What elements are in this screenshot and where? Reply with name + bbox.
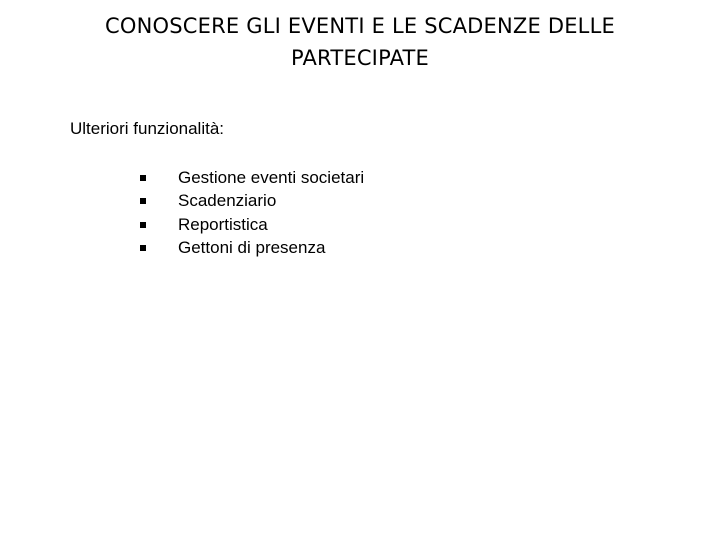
list-item-label: Gettoni di presenza xyxy=(178,238,326,258)
square-bullet-icon xyxy=(140,222,146,228)
list-item xyxy=(140,213,364,237)
slide-title-line-2: PARTECIPATE xyxy=(290,46,430,70)
list-item xyxy=(140,166,364,190)
list-item xyxy=(140,237,364,261)
slide-title xyxy=(60,10,660,74)
intro-text: Ulteriori funzionalità: xyxy=(70,119,225,138)
square-bullet-icon xyxy=(140,245,146,251)
square-bullet-icon xyxy=(140,175,146,181)
list-item xyxy=(140,190,364,214)
list-item-label: Reportistica xyxy=(178,214,268,234)
square-bullet-icon xyxy=(140,198,146,204)
slide-title-line-1: CONOSCERE GLI EVENTI E LE SCADENZE DELLE xyxy=(105,14,615,38)
list-item-label: Gestione eventi societari xyxy=(178,167,365,187)
feature-list xyxy=(140,166,364,260)
list-item-label: Scadenziario xyxy=(178,191,277,211)
